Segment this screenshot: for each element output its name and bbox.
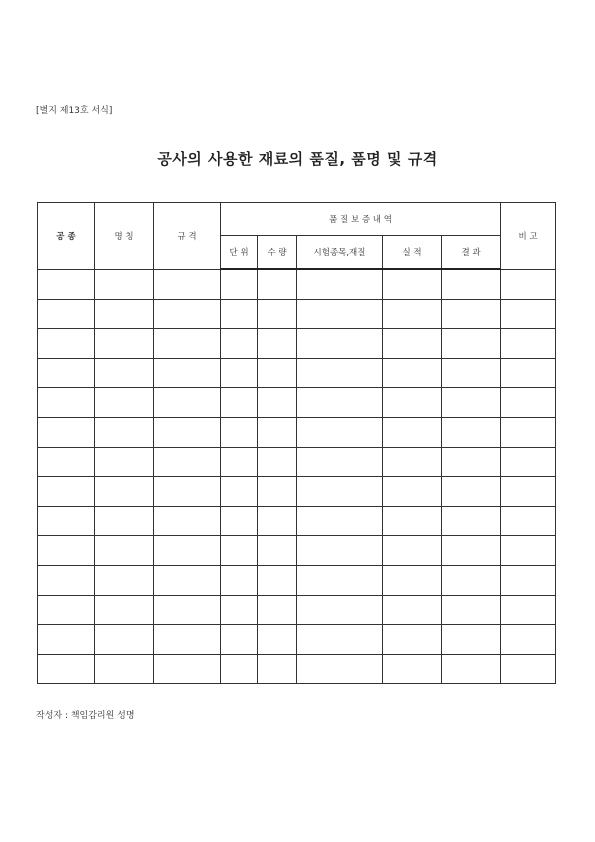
table-cell[interactable]	[95, 595, 154, 625]
table-cell[interactable]	[38, 299, 95, 329]
table-cell[interactable]	[258, 477, 297, 507]
table-cell[interactable]	[383, 595, 442, 625]
table-cell[interactable]	[95, 536, 154, 566]
table-cell[interactable]	[95, 299, 154, 329]
table-cell[interactable]	[38, 477, 95, 507]
table-cell[interactable]	[297, 625, 383, 655]
table-cell[interactable]	[501, 565, 556, 595]
table-cell[interactable]	[297, 565, 383, 595]
table-cell[interactable]	[95, 358, 154, 388]
table-cell[interactable]	[383, 625, 442, 655]
table-cell[interactable]	[38, 506, 95, 536]
table-cell[interactable]	[38, 625, 95, 655]
table-cell[interactable]	[221, 595, 258, 625]
table-cell[interactable]	[442, 388, 501, 418]
table-cell[interactable]	[38, 269, 95, 299]
table-cell[interactable]	[95, 654, 154, 684]
table-cell[interactable]	[38, 388, 95, 418]
table-cell[interactable]	[297, 447, 383, 477]
table-cell[interactable]	[258, 358, 297, 388]
table-cell[interactable]	[221, 536, 258, 566]
table-cell[interactable]	[154, 269, 221, 299]
table-row	[38, 565, 556, 595]
table-cell[interactable]	[383, 506, 442, 536]
table-cell[interactable]	[501, 595, 556, 625]
table-cell[interactable]	[501, 506, 556, 536]
document-title: 공사의 사용한 재료의 품질, 품명 및 규격	[157, 150, 438, 168]
table-cell[interactable]	[95, 506, 154, 536]
table-cell[interactable]	[442, 299, 501, 329]
table-cell[interactable]	[38, 654, 95, 684]
table-cell[interactable]	[38, 565, 95, 595]
header-unit: 단 위	[221, 236, 258, 270]
table-cell[interactable]	[297, 269, 383, 299]
author-note: 작성자 : 책임감리원 성명	[36, 711, 135, 721]
table-cell[interactable]	[95, 625, 154, 655]
header-quality-assurance: 품 질 보 증 내 역	[221, 203, 501, 236]
table-cell[interactable]	[154, 299, 221, 329]
table-cell[interactable]	[95, 388, 154, 418]
table-cell[interactable]	[442, 269, 501, 299]
table-cell[interactable]	[501, 536, 556, 566]
table-cell[interactable]	[258, 388, 297, 418]
table-cell[interactable]	[221, 388, 258, 418]
table-row	[38, 358, 556, 388]
table-cell[interactable]	[442, 417, 501, 447]
table-cell[interactable]	[442, 536, 501, 566]
table-cell[interactable]	[154, 417, 221, 447]
table-cell[interactable]	[38, 358, 95, 388]
table-cell[interactable]	[297, 329, 383, 359]
table-cell[interactable]	[297, 654, 383, 684]
table-cell[interactable]	[258, 595, 297, 625]
table-cell[interactable]	[154, 358, 221, 388]
table-cell[interactable]	[221, 358, 258, 388]
header-record: 실 적	[383, 236, 442, 270]
table-cell[interactable]	[38, 417, 95, 447]
table-row	[38, 595, 556, 625]
table-cell[interactable]	[258, 417, 297, 447]
quality-table	[37, 202, 556, 684]
table-body	[38, 269, 556, 684]
table-cell[interactable]	[154, 625, 221, 655]
table-cell[interactable]	[297, 536, 383, 566]
table-row	[38, 536, 556, 566]
table-row	[38, 388, 556, 418]
table-cell[interactable]	[383, 536, 442, 566]
table-cell[interactable]	[383, 447, 442, 477]
table-cell[interactable]	[154, 388, 221, 418]
table-cell[interactable]	[383, 269, 442, 299]
table-cell[interactable]	[95, 329, 154, 359]
table-cell[interactable]	[442, 506, 501, 536]
table-cell[interactable]	[383, 477, 442, 507]
table-cell[interactable]	[258, 506, 297, 536]
table-cell[interactable]	[501, 654, 556, 684]
table-cell[interactable]	[297, 417, 383, 447]
table-cell[interactable]	[154, 506, 221, 536]
table-cell[interactable]	[297, 595, 383, 625]
table-cell[interactable]	[297, 299, 383, 329]
table-cell[interactable]	[154, 565, 221, 595]
table-cell[interactable]	[258, 536, 297, 566]
table-cell[interactable]	[383, 299, 442, 329]
table-cell[interactable]	[297, 388, 383, 418]
table-row	[38, 447, 556, 477]
table-cell[interactable]	[221, 565, 258, 595]
table-cell[interactable]	[501, 329, 556, 359]
table-cell[interactable]	[258, 447, 297, 477]
table-cell[interactable]	[38, 329, 95, 359]
table-cell[interactable]	[154, 536, 221, 566]
table-cell[interactable]	[501, 625, 556, 655]
table-cell[interactable]	[258, 625, 297, 655]
table-cell[interactable]	[221, 329, 258, 359]
table-cell[interactable]	[383, 329, 442, 359]
table-cell[interactable]	[383, 417, 442, 447]
table-cell[interactable]	[154, 595, 221, 625]
table-cell[interactable]	[442, 329, 501, 359]
table-cell[interactable]	[221, 654, 258, 684]
table-cell[interactable]	[442, 447, 501, 477]
header-spec: 규 격	[154, 203, 221, 270]
table-cell[interactable]	[95, 565, 154, 595]
table-cell[interactable]	[221, 447, 258, 477]
form-number: [별지 제13호 서식]	[36, 106, 113, 116]
table-row	[38, 329, 556, 359]
table-cell[interactable]	[258, 269, 297, 299]
table-row	[38, 269, 556, 299]
table-row	[38, 625, 556, 655]
table-row	[38, 654, 556, 684]
header-test-item: 시험종목,재질	[297, 236, 383, 270]
table-cell[interactable]	[221, 477, 258, 507]
table-cell[interactable]	[154, 477, 221, 507]
table-cell[interactable]	[383, 358, 442, 388]
table-cell[interactable]	[258, 565, 297, 595]
table-cell[interactable]	[154, 447, 221, 477]
table-cell[interactable]	[221, 625, 258, 655]
table-cell[interactable]	[95, 477, 154, 507]
table-row	[38, 299, 556, 329]
table-cell[interactable]	[38, 447, 95, 477]
table-row	[38, 477, 556, 507]
table-cell[interactable]	[38, 595, 95, 625]
header-item-name: 명 칭	[95, 203, 154, 270]
header-quantity: 수 량	[258, 236, 297, 270]
table-cell[interactable]	[501, 358, 556, 388]
header-work-type: 공 종	[38, 203, 95, 270]
table-cell[interactable]	[501, 269, 556, 299]
table-cell[interactable]	[297, 477, 383, 507]
table-cell[interactable]	[154, 654, 221, 684]
table-cell[interactable]	[501, 388, 556, 418]
table-cell[interactable]	[442, 625, 501, 655]
table-cell[interactable]	[221, 269, 258, 299]
table-cell[interactable]	[297, 506, 383, 536]
table-row	[38, 417, 556, 447]
table-cell[interactable]	[442, 654, 501, 684]
table-cell[interactable]	[442, 595, 501, 625]
table-cell[interactable]	[501, 299, 556, 329]
table-cell[interactable]	[95, 269, 154, 299]
header-remarks: 비 고	[501, 203, 556, 270]
table-cell[interactable]	[501, 417, 556, 447]
table-cell[interactable]	[383, 654, 442, 684]
table-cell[interactable]	[221, 417, 258, 447]
table-cell[interactable]	[442, 477, 501, 507]
table-cell[interactable]	[258, 299, 297, 329]
table-cell[interactable]	[501, 477, 556, 507]
table-cell[interactable]	[95, 447, 154, 477]
table-row	[38, 506, 556, 536]
table-cell[interactable]	[258, 329, 297, 359]
table-cell[interactable]	[501, 447, 556, 477]
table-cell[interactable]	[221, 299, 258, 329]
table-cell[interactable]	[221, 506, 258, 536]
table-cell[interactable]	[442, 358, 501, 388]
table-cell[interactable]	[258, 654, 297, 684]
header-result: 결 과	[442, 236, 501, 270]
table-cell[interactable]	[442, 565, 501, 595]
table-cell[interactable]	[95, 417, 154, 447]
table-cell[interactable]	[297, 358, 383, 388]
table-cell[interactable]	[383, 388, 442, 418]
table-cell[interactable]	[38, 536, 95, 566]
table-cell[interactable]	[154, 329, 221, 359]
table-cell[interactable]	[383, 565, 442, 595]
